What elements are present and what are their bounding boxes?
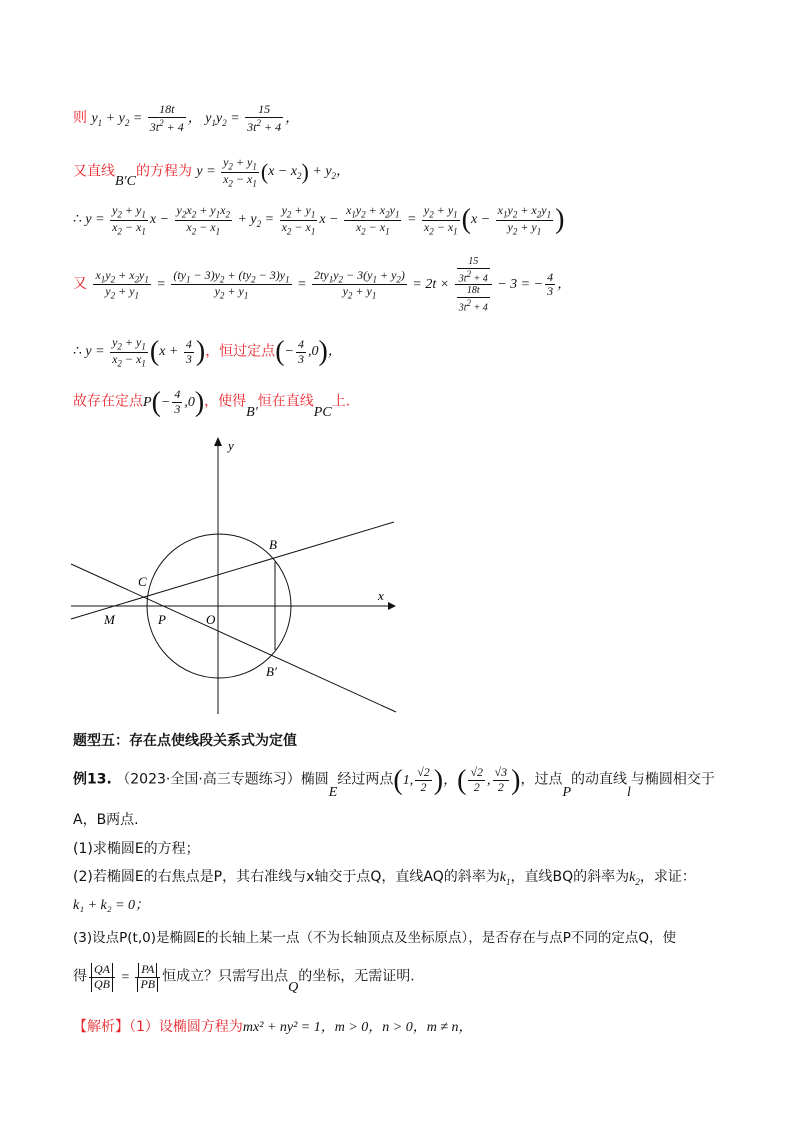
question-1: (1)求椭圆E的方程；: [73, 841, 200, 857]
solution-line-5: ∴ y = $\frac{y_2 + y_1}{x_2 - x_1}$ (x + $\frac{4}{3}$ )，恒过定点(− $\frac{4}{3}$ ,0)，: [73, 335, 342, 369]
formula-fixed-line: ∴ y = $\frac{y_2 + y_1}{x_2 - x_1}$ (x + $\frac{4}{3}$ ): [73, 335, 206, 369]
solution-line-4: 又 $\frac{x_1y_2 + x_2y_1}{y_2 + y_1}$ = $\frac{(ty_1 - 3)y_2 + (ty_2 - 3)y_1}{y_2 + y_1}$ = $\frac{2ty_1y_2 - 3(y_1 + y_2)}{y_2 + y_1}$ = 2t × $\frac{\frac{15}{3t^2 + 4}}{\frac{18t}{3t^2 + 4}}$ − 3 = − $\frac{4}{3}$ ，: [73, 256, 572, 314]
formula-expand: ∴ y = $\frac{y_2 + y_1}{x_2 - x_1}$ x − $\frac{y_2x_2 + y_1x_2}{x_2 - x_1}$ + $y_2$ = $\frac{y_2 + y_1}{x_2 - x_1}$ x − $\frac{x_1y_2 + x_2y_1}{x_2 - x_1}$ = $\frac{y_2 + y_1}{x_2 - x_1}$ (x − $\frac{x_1y_2 + x_2y_1}{y_2 + y_1}$ ): [73, 203, 565, 237]
y-axis-arrow: [214, 437, 222, 446]
question-3-line-2: 得 $\frac{QA}{QB}$ = $\frac{PA}{PB}$ 恒成立？只需写出点Q的坐标，无需证明.: [73, 962, 415, 995]
label-m: M: [104, 612, 115, 627]
formula-sum: $y_1 + y_2$ = $\frac{18t}{3t^2 + 4}$ ， $y_1y_2$ = $\frac{15}{3t^2 + 4}$ ，: [91, 102, 300, 134]
example-line-1: 例13. （2023·全国·高三专题练习）椭圆E经过两点(1, $\frac{√2}{2}$ )，( $\frac{√2}{2}$ , $\frac{√3}{2}$ )，过点P的动直线l与椭圆相交于: [73, 764, 715, 800]
label-p: P: [158, 612, 166, 627]
label-b-prime: B′: [266, 664, 277, 679]
formula-constant: $\frac{x_1y_2 + x_2y_1}{y_2 + y_1}$ = $\frac{(ty_1 - 3)y_2 + (ty_2 - 3)y_1}{y_2 + y_1}$ = $\frac{2ty_1y_2 - 3(y_1 + y_2)}{y_2 + y_1}$ = 2t × $\frac{\frac{15}{3t^2 + 4}}{\frac{18t}{3t^2 + 4}}$ − 3 = − $\frac{4}{3}$ ，: [95, 256, 572, 314]
label-c: C: [138, 574, 147, 589]
line-mb: [71, 522, 394, 619]
section-title: 题型五：存在点使线段关系式为定值: [73, 733, 297, 749]
label-b: B: [269, 537, 277, 552]
solution-line-1: 则 $y_1 + y_2$ = $\frac{18t}{3t^2 + 4}$ ， $y_1y_2$ = $\frac{15}{3t^2 + 4}$ ，: [73, 102, 300, 134]
question-2: (2)若椭圆E的右焦点是P，其右准线与x轴交于点Q，直线AQ的斜率为$k_1$，直线BQ的斜率为$k_2$，求证：: [73, 869, 696, 887]
question-3: (3)设点P(t,0)是椭圆E的长轴上某一点（不为长轴顶点及坐标原点），是否存在与点P不同的定点Q，使: [73, 930, 677, 946]
label-y: y: [228, 438, 234, 453]
solution-line-2: 又直线B′C的方程为 y = $\frac{y_2 + y_1}{x_2 - x_1}$ $(x - x_2) + y_2$，: [73, 155, 351, 190]
label-o: O: [206, 612, 216, 627]
x-axis-arrow: [388, 602, 396, 610]
analysis-line: 【解析】（1）设椭圆方程为mx² + ny² = 1，m > 0，n > 0，m ≠ n，: [73, 1019, 473, 1035]
solution-line-6: 故存在定点P(− $\frac{4}{3}$ ,0)，使得B′恒在直线PC上.: [73, 386, 351, 420]
ellipse-figure: [66, 432, 406, 722]
example-line-2: A，B两点.: [73, 812, 139, 828]
question-2-equation: k₁ + k₂ = 0；: [73, 898, 150, 913]
formula-line-eq: y = $\frac{y_2 + y_1}{x_2 - x_1}$ $(x - x_2) + y_2$，: [196, 155, 351, 189]
label-x: x: [378, 588, 384, 603]
line-pb-prime: [71, 564, 396, 712]
solution-line-3: [73, 204, 564, 236]
